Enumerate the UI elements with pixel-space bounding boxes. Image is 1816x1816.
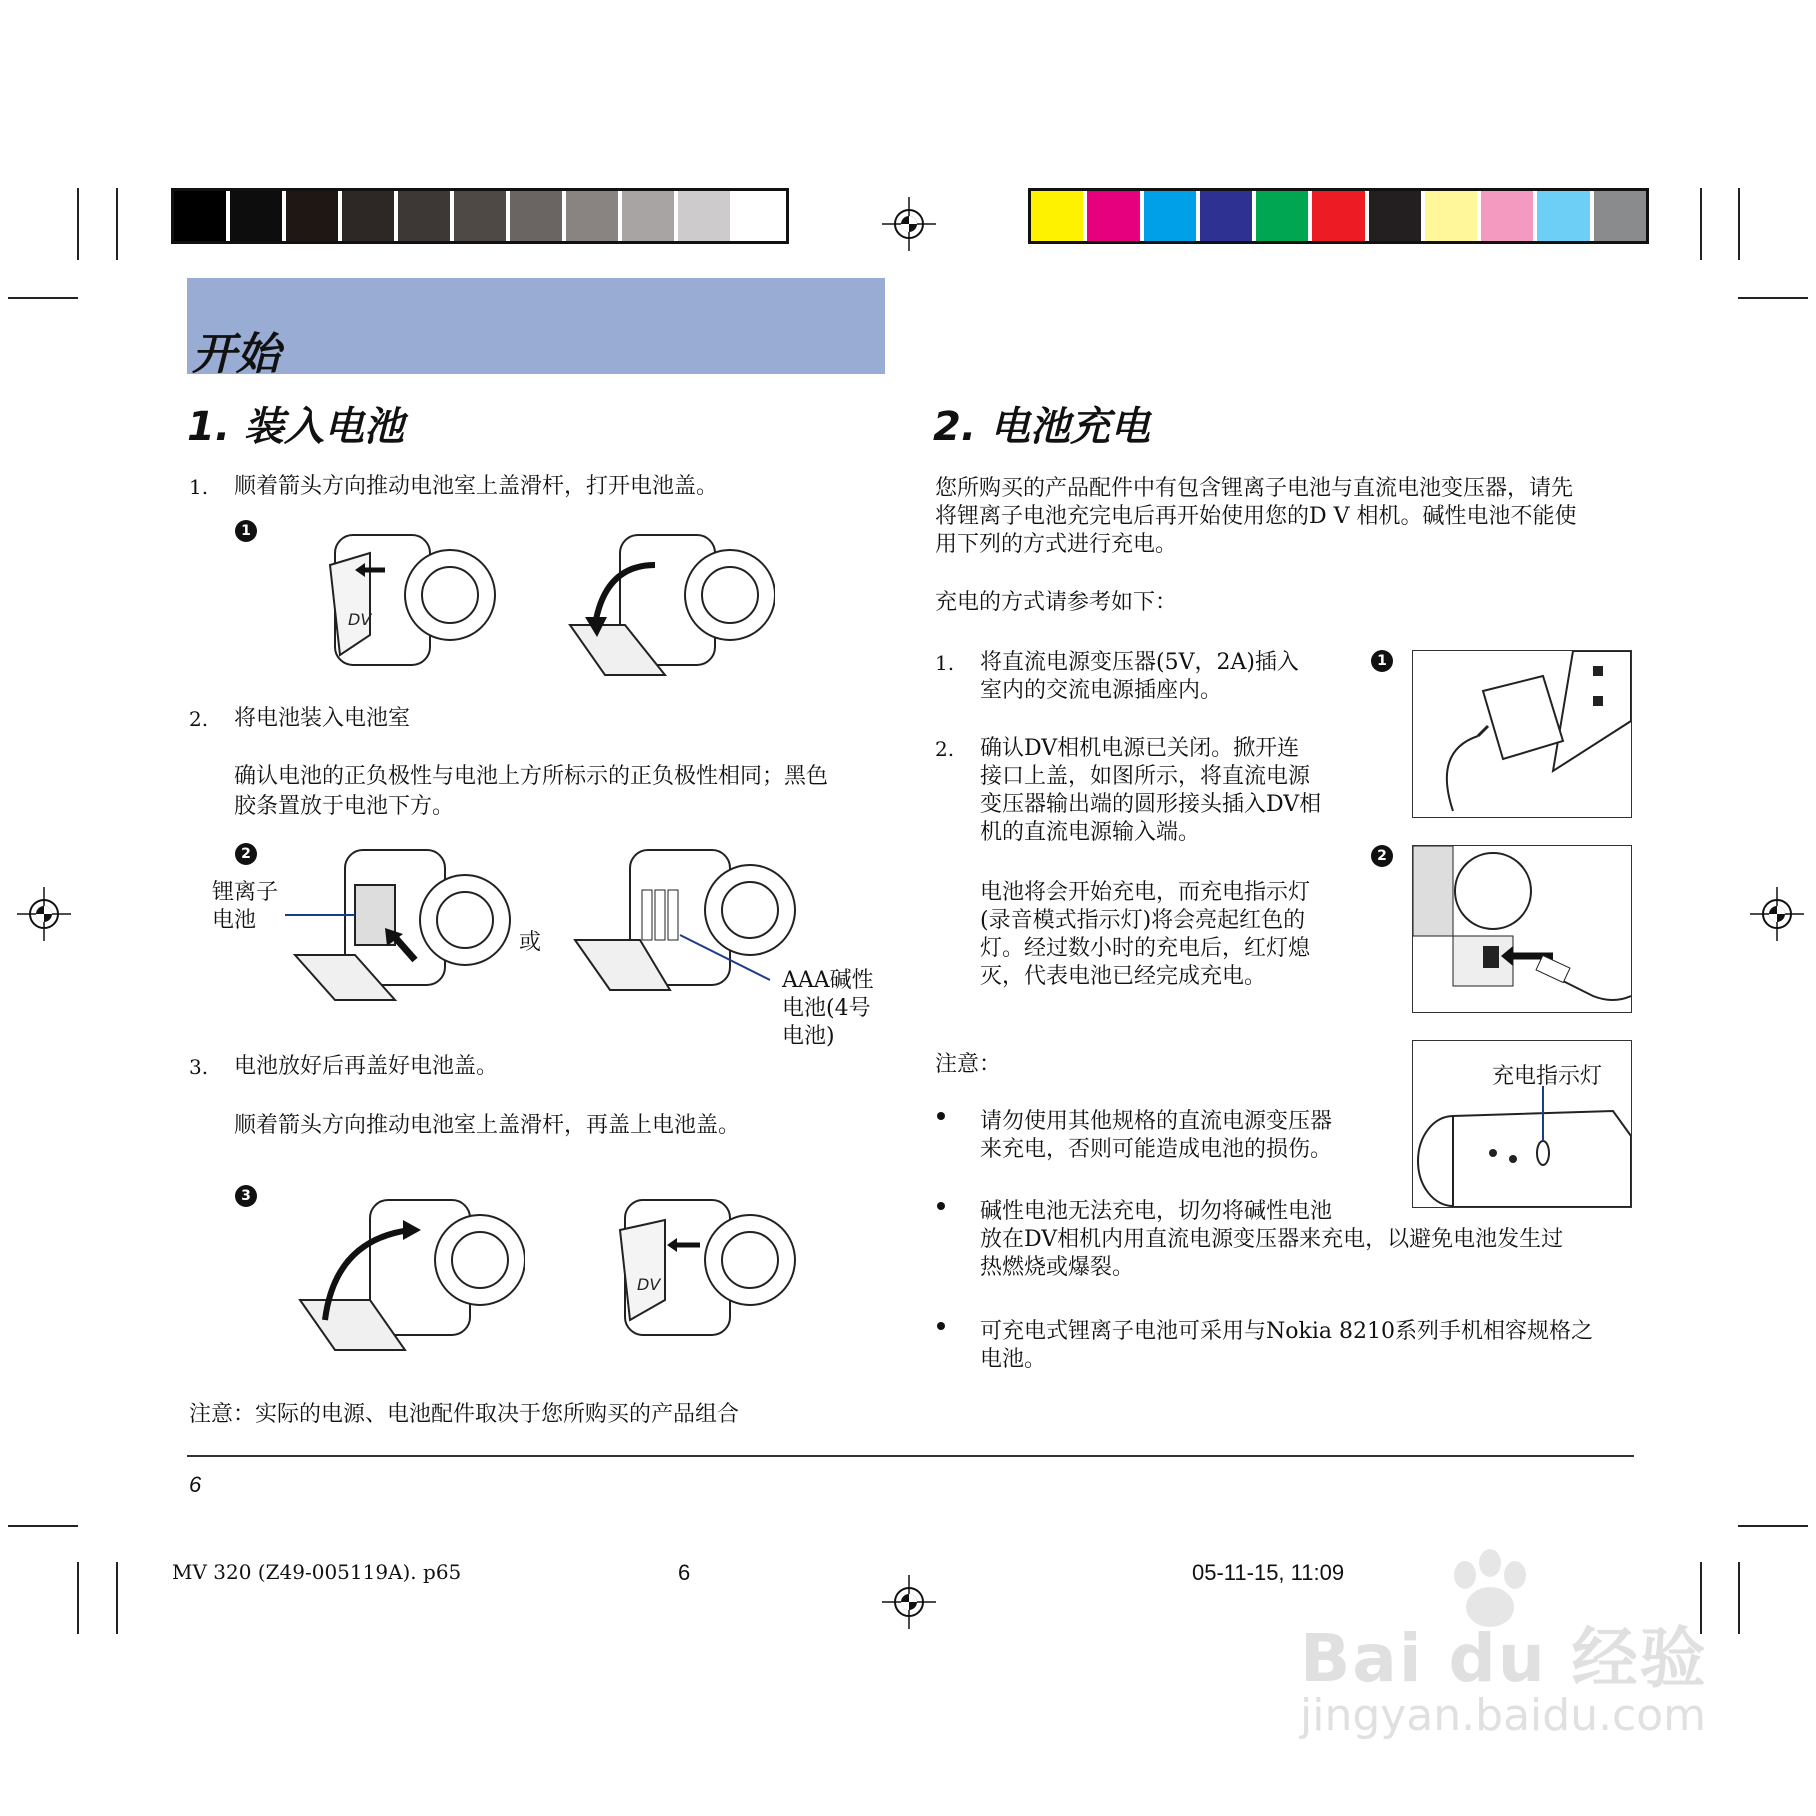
watermark-url: jingyan.baidu.com: [1300, 1690, 1707, 1741]
crop-mark: [77, 188, 79, 260]
color-swatch: [1031, 191, 1087, 241]
indicator-label: 充电指示灯: [1492, 1064, 1603, 1089]
crop-mark: [1738, 1525, 1808, 1527]
step-number: 1.: [935, 651, 955, 675]
color-swatch: [1256, 191, 1312, 241]
crop-mark: [1738, 188, 1740, 260]
crop-mark: [1738, 1562, 1740, 1634]
note-title: 注意：: [935, 1052, 1002, 1077]
step-badge-icon: 1: [235, 520, 257, 542]
intro-text: 将锂离子电池充完电后再开始使用您的D V 相机。碱性电池不能使: [935, 504, 1577, 529]
bullet-icon: [937, 1322, 945, 1330]
banner-title: 开始: [192, 329, 280, 380]
label-or: 或: [519, 930, 542, 955]
bullet-text: 碱性电池无法充电，切勿将碱性电池: [980, 1199, 1333, 1224]
color-swatch: [1312, 191, 1368, 241]
intro-text: 用下列的方式进行充电。: [935, 532, 1178, 557]
gray-swatch: [566, 191, 622, 241]
bullet-text: 热燃烧或爆裂。: [980, 1255, 1135, 1280]
step-text: 接口上盖，如图所示，将直流电源: [980, 764, 1311, 789]
step-text: 确认DV相机电源已关闭。掀开连: [980, 736, 1300, 761]
step-text: 机的直流电源输入端。: [980, 820, 1201, 845]
section1-note: 注意：实际的电源、电池配件取决于您所购买的产品组合: [189, 1402, 740, 1427]
gray-swatch: [230, 191, 286, 241]
bullet-icon: [937, 1202, 945, 1210]
step-number: 1.: [189, 475, 209, 499]
bullet-text: 放在DV相机内用直流电源变压器来充电，以避免电池发生过: [980, 1227, 1564, 1252]
label-aaa: 电池): [782, 1024, 835, 1049]
step-text: 将电池装入电池室: [234, 706, 411, 731]
crop-mark: [8, 1525, 78, 1527]
bullet-text: 电池。: [980, 1347, 1047, 1372]
step-badge-icon: 3: [235, 1185, 257, 1207]
crop-mark: [1738, 297, 1808, 299]
section2-title: 2. 电池充电: [933, 404, 1150, 450]
camera-open-cover-illustration: [310, 525, 500, 685]
registration-mark-icon: [17, 887, 71, 941]
crop-mark: [8, 297, 78, 299]
intro-text: 您所购买的产品配件中有包含锂离子电池与直流电池变压器，请先: [935, 476, 1574, 501]
step-desc: 确认电池的正负极性与电池上方所标示的正负极性相同；黑色: [234, 764, 829, 789]
camera-closed-cover-illustration: [605, 1190, 805, 1360]
bullet-text: 可充电式锂离子电池可采用与Nokia 8210系列手机相容规格之: [980, 1319, 1593, 1344]
svg-text:DV: DV: [637, 1275, 661, 1294]
charging-text: 电池将会开始充电，而充电指示灯: [980, 880, 1311, 905]
gray-swatch: [510, 191, 566, 241]
label-liion: 电池: [212, 908, 257, 933]
crop-mark: [116, 1562, 118, 1634]
footer-datetime: 05-11-15, 11:09: [1192, 1560, 1345, 1585]
footer-page: 6: [678, 1560, 691, 1585]
bullet-icon: [937, 1112, 945, 1120]
step-badge-icon: 2: [235, 843, 257, 865]
gray-swatch: [622, 191, 678, 241]
gray-swatch: [286, 191, 342, 241]
page-number: 6: [189, 1472, 202, 1497]
gray-swatch: [342, 191, 398, 241]
power-adapter-illustration: [1413, 651, 1631, 817]
label-aaa: 电池(4号: [782, 996, 871, 1021]
step-text: 室内的交流电源插座内。: [980, 678, 1223, 703]
camera-liion-battery-illustration: [285, 840, 515, 1010]
color-swatch: [1087, 191, 1143, 241]
color-swatch: [1537, 191, 1593, 241]
watermark-brand: Bai du 经验: [1300, 1620, 1708, 1697]
gray-swatch: [678, 191, 734, 241]
dc-plug-illustration: [1413, 846, 1631, 1012]
method-text: 充电的方式请参考如下：: [935, 590, 1178, 615]
gray-calibration-bar: [171, 188, 789, 244]
step-text: 电池放好后再盖好电池盖。: [234, 1054, 499, 1079]
step-number: 2.: [935, 737, 955, 761]
color-swatch: [1425, 191, 1481, 241]
crop-mark: [77, 1562, 79, 1634]
footer-filename: MV 320 (Z49-005119A). p65: [172, 1560, 462, 1584]
step-desc: 胶条置放于电池下方。: [234, 794, 455, 819]
color-swatch: [1369, 191, 1425, 241]
crop-mark: [116, 188, 118, 260]
camera-aaa-battery-illustration: [570, 840, 800, 1010]
bullet-text: 请勿使用其他规格的直流电源变压器: [980, 1109, 1333, 1134]
step-number: 3.: [189, 1055, 209, 1079]
step-text: 顺着箭头方向推动电池室上盖滑杆，打开电池盖。: [234, 474, 719, 499]
color-swatch: [1144, 191, 1200, 241]
camera-cover-open-illustration: [565, 525, 775, 685]
registration-mark-icon: [882, 1575, 936, 1629]
label-liion: 锂离子: [212, 880, 279, 905]
charging-text: 灯。经过数小时的充电后，红灯熄: [980, 936, 1311, 961]
adapter-figure: [1412, 650, 1632, 818]
step-badge-icon: 2: [1371, 845, 1393, 867]
gray-swatch: [454, 191, 510, 241]
crop-mark: [1700, 188, 1702, 260]
color-swatch: [1200, 191, 1256, 241]
step-desc: 顺着箭头方向推动电池室上盖滑杆，再盖上电池盖。: [234, 1113, 741, 1138]
bullet-text: 来充电，否则可能造成电池的损伤。: [980, 1137, 1333, 1162]
dc-input-figure: [1412, 845, 1632, 1013]
bottom-rule: [187, 1455, 1634, 1457]
gray-swatch: [734, 191, 786, 241]
step-text: 将直流电源变压器(5V，2A)插入: [980, 650, 1299, 675]
color-calibration-bar: [1028, 188, 1649, 244]
section-banner: [187, 278, 885, 374]
section1-title: 1. 装入电池: [187, 404, 404, 450]
camera-close-cover-illustration: [295, 1190, 525, 1360]
charging-text: (录音模式指示灯)将会亮起红色的: [980, 908, 1306, 933]
svg-text:DV: DV: [348, 610, 372, 629]
registration-mark-icon: [882, 197, 936, 251]
step-badge-icon: 1: [1371, 650, 1393, 672]
step-text: 变压器输出端的圆形接头插入DV相: [980, 792, 1322, 817]
step-number: 2.: [189, 707, 209, 731]
registration-mark-icon: [1750, 887, 1804, 941]
gray-swatch: [174, 191, 230, 241]
label-aaa: AAA碱性: [782, 968, 874, 993]
charging-text: 灭，代表电池已经完成充电。: [980, 964, 1267, 989]
color-swatch: [1481, 191, 1537, 241]
gray-swatch: [398, 191, 454, 241]
color-swatch: [1594, 191, 1646, 241]
